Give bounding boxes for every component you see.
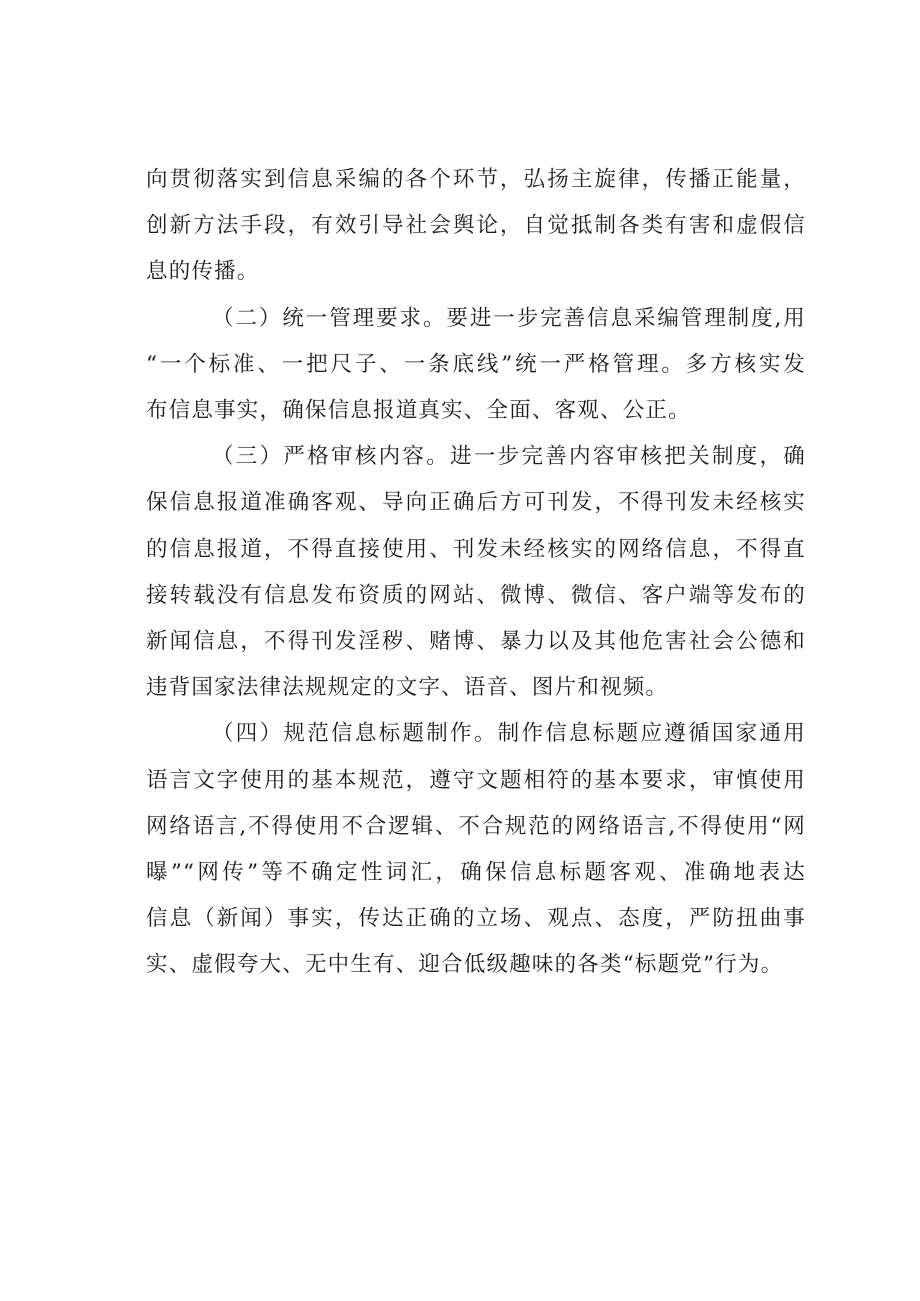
text-line: 实、虚假夸大、无中生有、迎合低级趣味的各类“标题党”行为。 <box>146 952 784 978</box>
text-line: 布信息事实，确保信息报道真实、全面、客观、公正。 <box>146 398 691 424</box>
text-line: 息的传播。 <box>146 259 260 285</box>
paragraph-section-4 <box>146 711 806 988</box>
text-line: 创新方法手段，有效引导社会舆论，自觉抵制各类有害和虚假信 <box>146 213 806 239</box>
text-line: （三）严格审核内容。进一步完善内容审核把关制度，确 <box>212 444 806 470</box>
text-line: 曝”“网传”等不确定性词汇，确保信息标题客观、准确地表达 <box>146 860 806 886</box>
body-text <box>146 157 806 989</box>
text-line: 的信息报道，不得直接使用、刊发未经核实的网络信息，不得直 <box>146 536 806 562</box>
text-line: （二）统一管理要求。要进一步完善信息采编管理制度,用 <box>212 305 806 331</box>
text-line: 网络语言,不得使用不合逻辑、不合规范的网络语言,不得使用“网 <box>146 813 806 839</box>
text-line: 保信息报道准确客观、导向正确后方可刊发，不得刊发未经核实 <box>146 490 806 516</box>
text-line: 新闻信息，不得刊发淫秽、赌博、暴力以及其他危害社会公德和 <box>146 629 806 655</box>
text-line: 违背国家法律法规规定的文字、语音、图片和视频。 <box>146 675 669 701</box>
paragraph-section-2 <box>146 296 806 435</box>
text-line: 信息（新闻）事实，传达正确的立场、观点、态度，严防扭曲事 <box>146 906 806 932</box>
text-line: “一个标准、一把尺子、一条底线”统一严格管理。多方核实发 <box>146 351 806 377</box>
paragraph-continuation <box>146 157 806 296</box>
text-line: 语言文字使用的基本规范，遵守文题相符的基本要求，审慎使用 <box>146 767 806 793</box>
text-line: （四）规范信息标题制作。制作信息标题应遵循国家通用 <box>212 721 806 747</box>
text-line: 接转载没有信息发布资质的网站、微博、微信、客户端等发布的 <box>146 582 806 608</box>
paragraph-section-3 <box>146 434 806 711</box>
text-line: 向贯彻落实到信息采编的各个环节，弘扬主旋律，传播正能量， <box>146 167 806 192</box>
